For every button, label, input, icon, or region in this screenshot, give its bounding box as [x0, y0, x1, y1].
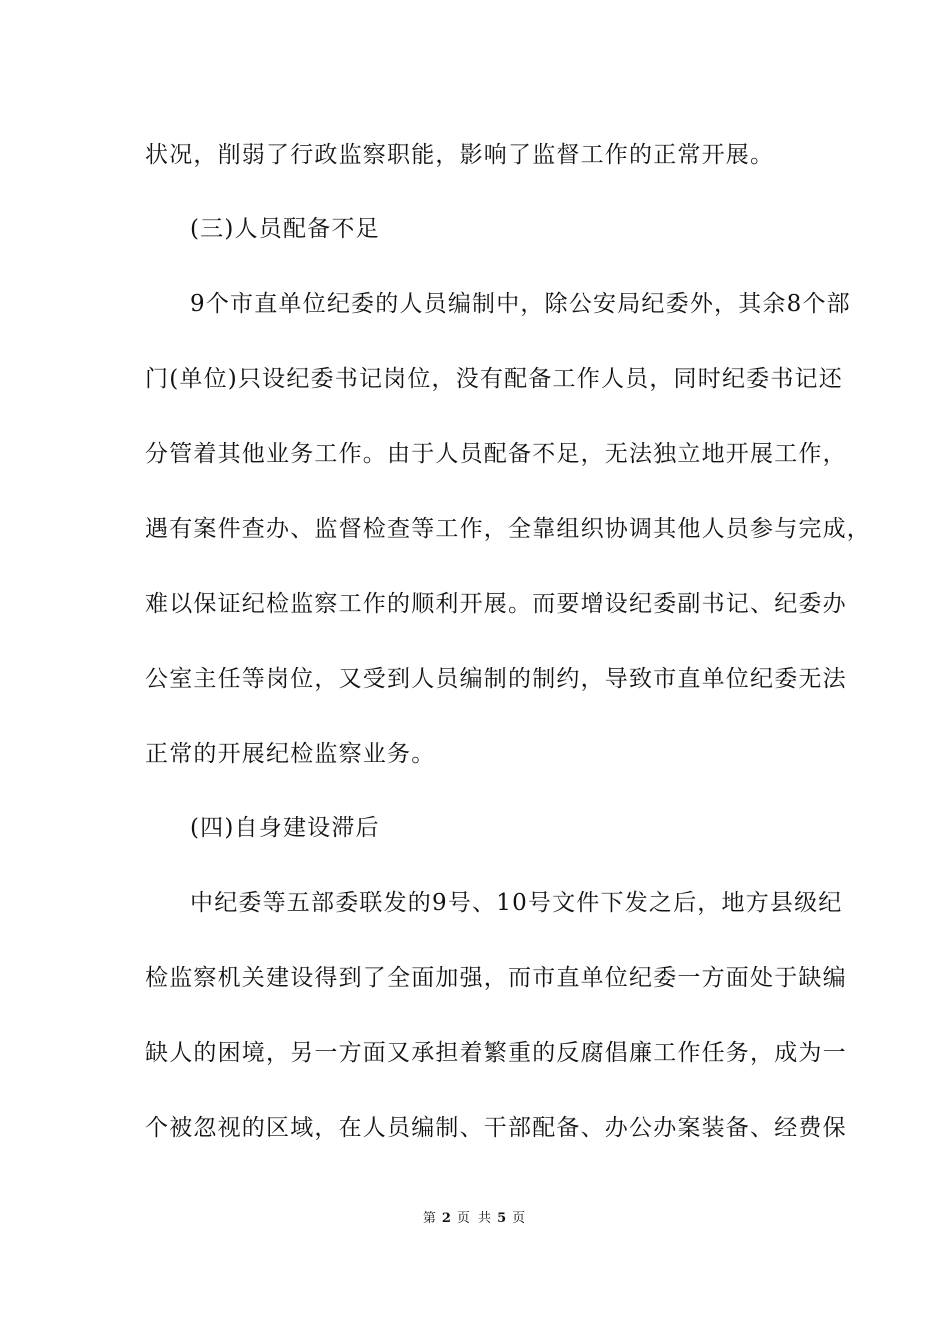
text-line: 个被忽视的区域，在人员编制、干部配备、办公办案装备、经费保 — [145, 1115, 847, 1141]
text-line: 中纪委等五部委联发的9号、10号文件下发之后，地方县级纪 — [190, 890, 843, 916]
section-heading: (三)人员配备不足 — [190, 216, 380, 242]
current-page-number: 2 — [441, 1211, 453, 1226]
text-line: 分管着其他业务工作。由于人员配备不足，无法独立地开展工作， — [145, 441, 847, 467]
text-line: 缺人的困境，另一方面又承担着繁重的反腐倡廉工作任务，成为一 — [145, 1040, 847, 1066]
text-line: 9个市直单位纪委的人员编制中，除公安局纪委外，其余8个部 — [190, 291, 851, 317]
text-line: 遇有案件查办、监督检查等工作，全靠组织协调其他人员参与完成， — [145, 516, 871, 542]
section-heading: (四)自身建设滞后 — [190, 815, 380, 841]
text-line: 检监察机关建设得到了全面加强，而市直单位纪委一方面处于缺编 — [145, 965, 847, 991]
total-pages-number: 5 — [497, 1211, 509, 1226]
text-line: 公室主任等岗位，又受到人员编制的制约，导致市直单位纪委无法 — [145, 666, 847, 692]
text-line: 状况，削弱了行政监察职能，影响了监督工作的正常开展。 — [145, 142, 775, 168]
text-line: 正常的开展纪检监察业务。 — [145, 741, 436, 767]
text-line: 难以保证纪检监察工作的顺利开展。而要增设纪委副书记、纪委办 — [145, 591, 847, 617]
footer-suffix: 页 — [512, 1211, 528, 1226]
footer-prefix: 第 — [422, 1211, 438, 1226]
page-footer — [0, 1210, 950, 1228]
text-line: 门(单位)只设纪委书记岗位，没有配备工作人员，同时纪委书记还 — [145, 366, 843, 392]
footer-middle: 页 共 — [456, 1211, 494, 1226]
